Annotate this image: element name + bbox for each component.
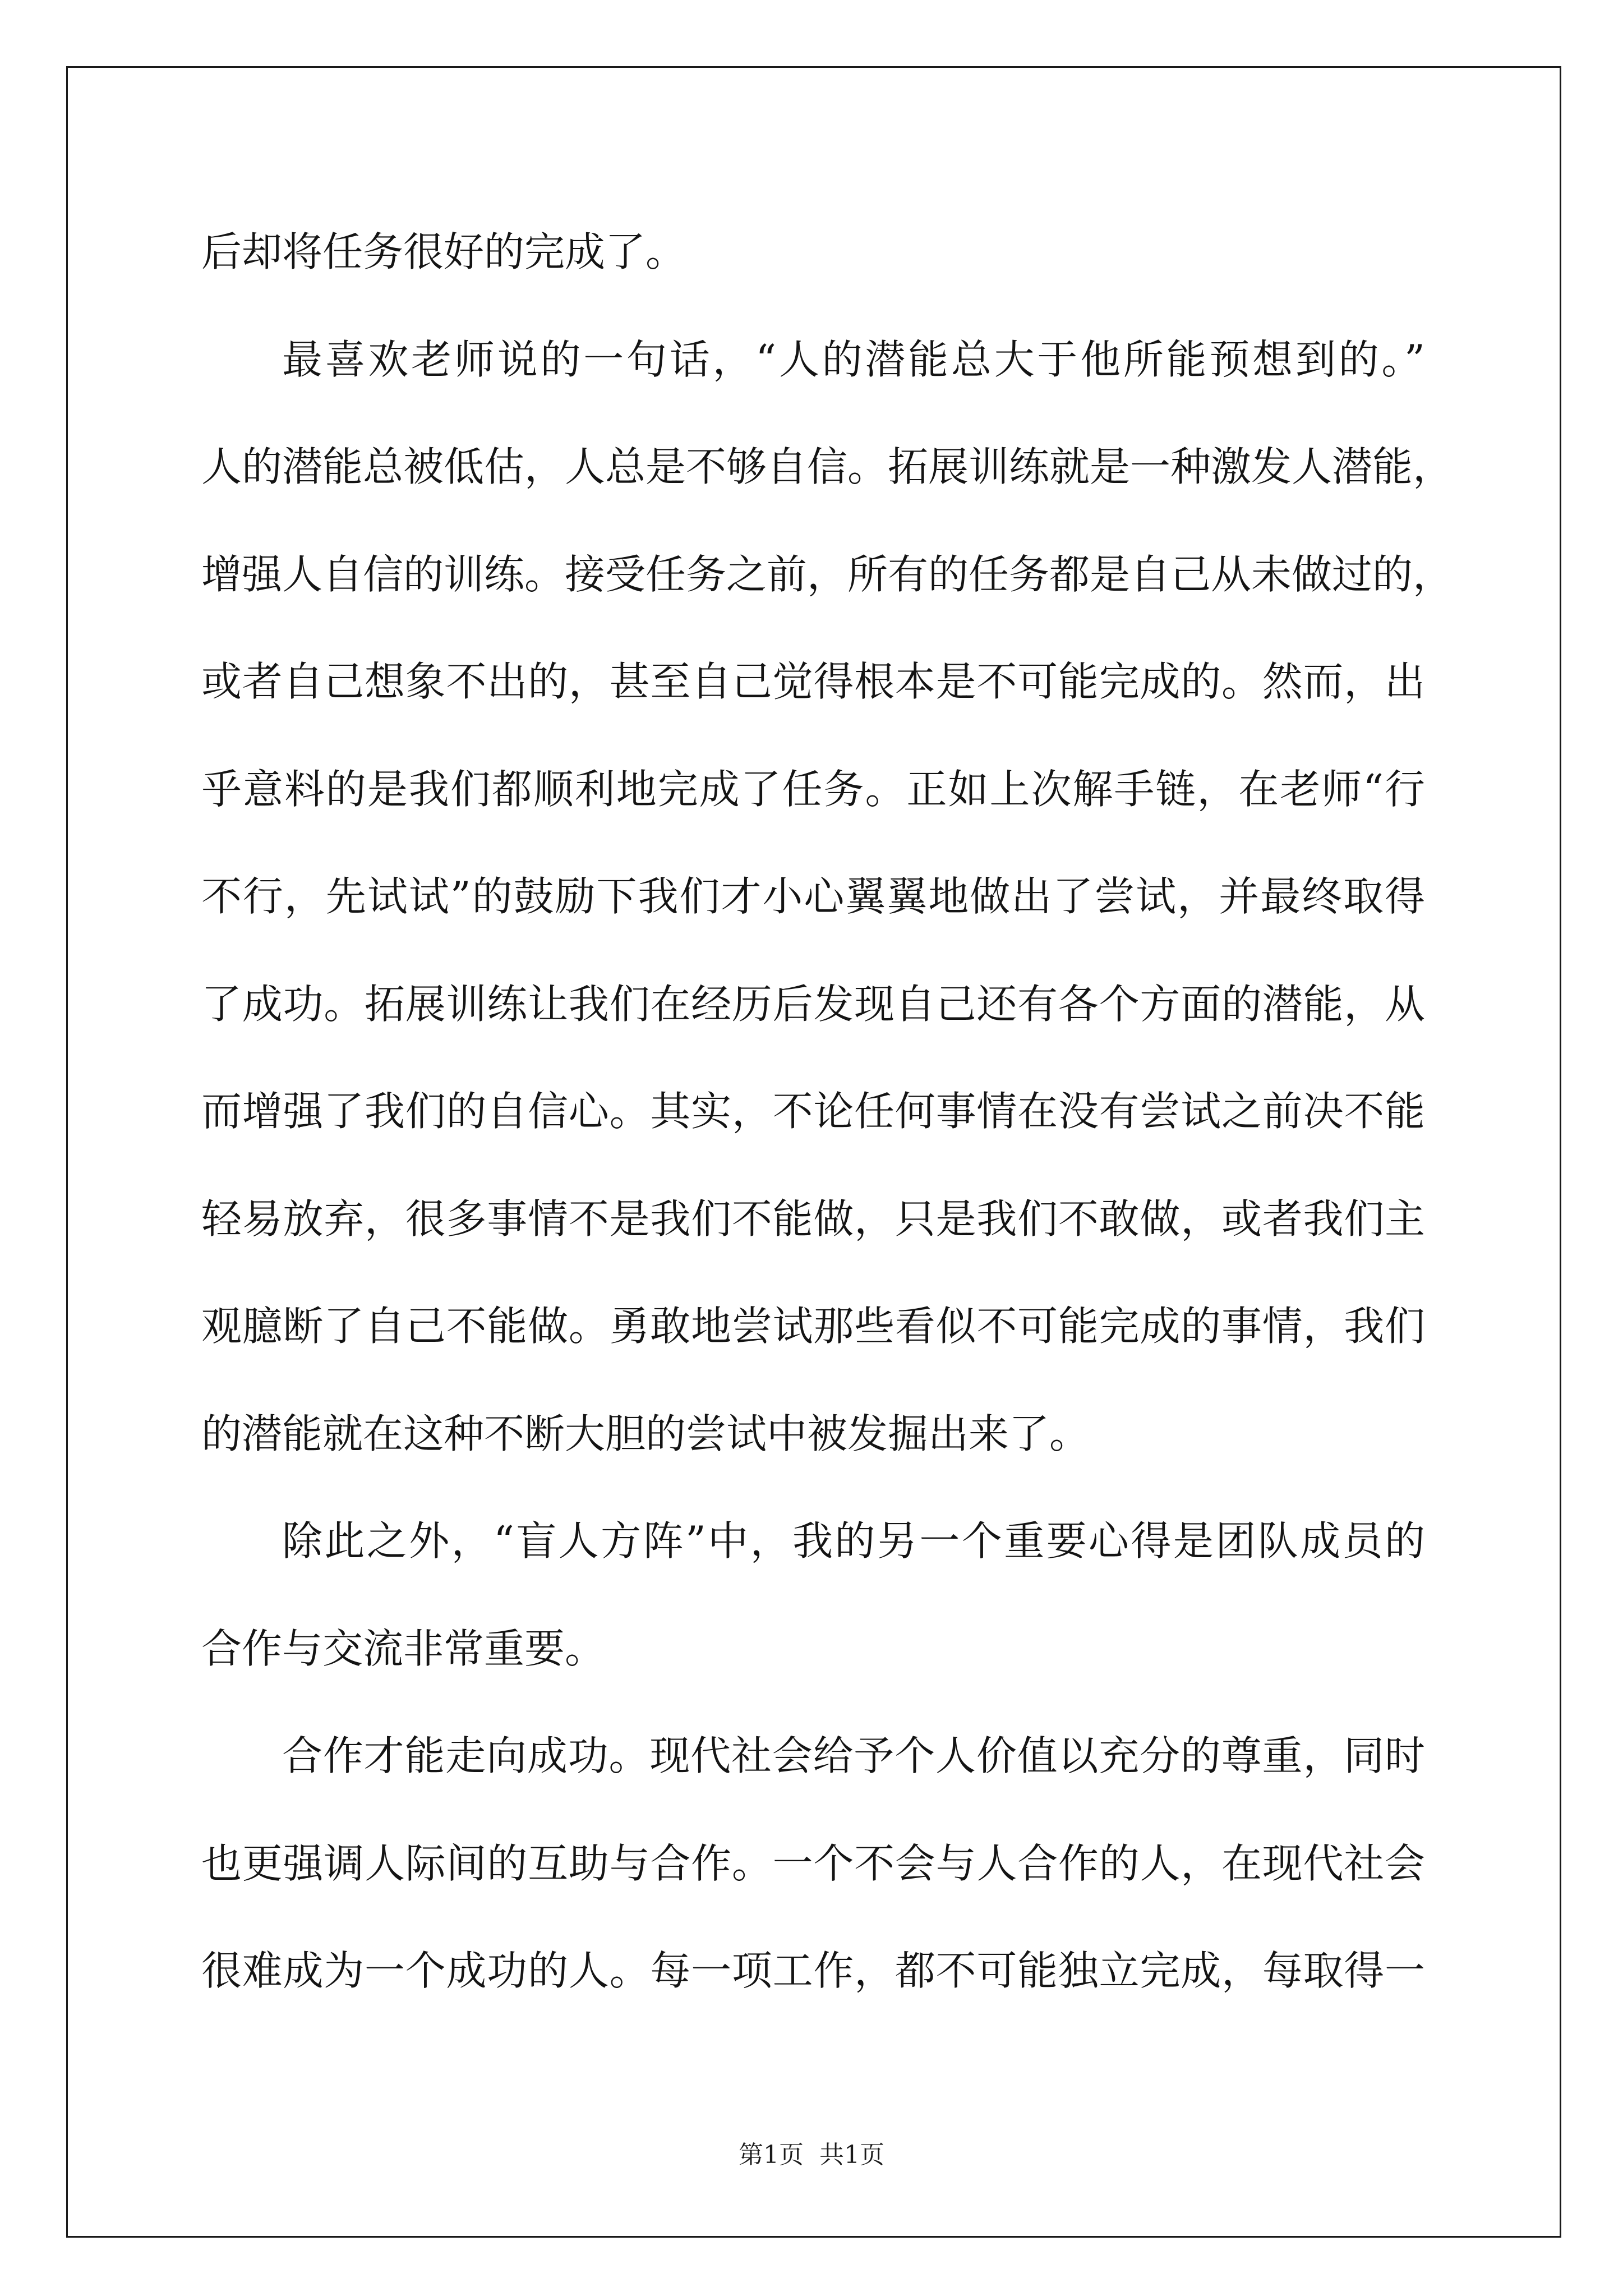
text-line: 轻易放弃，很多事情不是我们不能做，只是我们不敢做，或者我们主 <box>201 1195 1425 1243</box>
text-line: 人的潜能总被低估，人总是不够自信。拓展训练就是一种激发人潜能， <box>201 443 1454 490</box>
text-line: 的潜能就在这种不断大胆的尝试中被发掘出来了。 <box>201 1410 1090 1457</box>
text-line: 观臆断了自己不能做。勇敢地尝试那些看似不可能完成的事情，我们 <box>201 1303 1425 1350</box>
paragraph-1 <box>201 199 1425 306</box>
text-line: 也更强调人际间的互助与合作。一个不会与人合作的人，在现代社会 <box>201 1839 1425 1887</box>
text-line: 合作与交流非常重要。 <box>201 1625 606 1672</box>
text-line: 很难成为一个成功的人。每一项工作，都不可能独立完成，每取得一 <box>201 1947 1425 1994</box>
text-line: 最喜欢老师说的一句话，“人的潜能总大于他所能预想到的。” <box>282 335 1425 383</box>
text-line: 后却将任务很好的完成了。 <box>201 228 686 275</box>
text-line: 或者自己想象不出的，甚至自己觉得根本是不可能完成的。然而，出 <box>201 658 1425 705</box>
paragraph-2 <box>201 306 1454 1488</box>
text-line: 而增强了我们的自信心。其实，不论任何事情在没有尝试之前决不能 <box>201 1088 1425 1135</box>
text-line: 乎意料的是我们都顺利地完成了任务。正如上次解手链，在老师“行 <box>201 765 1425 813</box>
text-line: 不行，先试试”的鼓励下我们才小心翼翼地做出了尝试，并最终取得 <box>201 873 1425 920</box>
text-line: 除此之外，“盲人方阵”中，我的另一个重要心得是团队成员的 <box>282 1517 1425 1565</box>
text-line: 增强人自信的训练。接受任务之前，所有的任务都是自己从未做过的， <box>201 550 1454 598</box>
page-footer: 第1页 共1页 <box>739 2141 884 2169</box>
paragraph-3 <box>201 1488 1425 1703</box>
body-text <box>201 199 1454 2025</box>
text-line: 合作才能走向成功。现代社会给予个人价值以充分的尊重，同时 <box>282 1732 1425 1779</box>
paragraph-4 <box>201 1703 1425 2025</box>
text-line: 了成功。拓展训练让我们在经历后发现自己还有各个方面的潜能，从 <box>201 980 1425 1028</box>
